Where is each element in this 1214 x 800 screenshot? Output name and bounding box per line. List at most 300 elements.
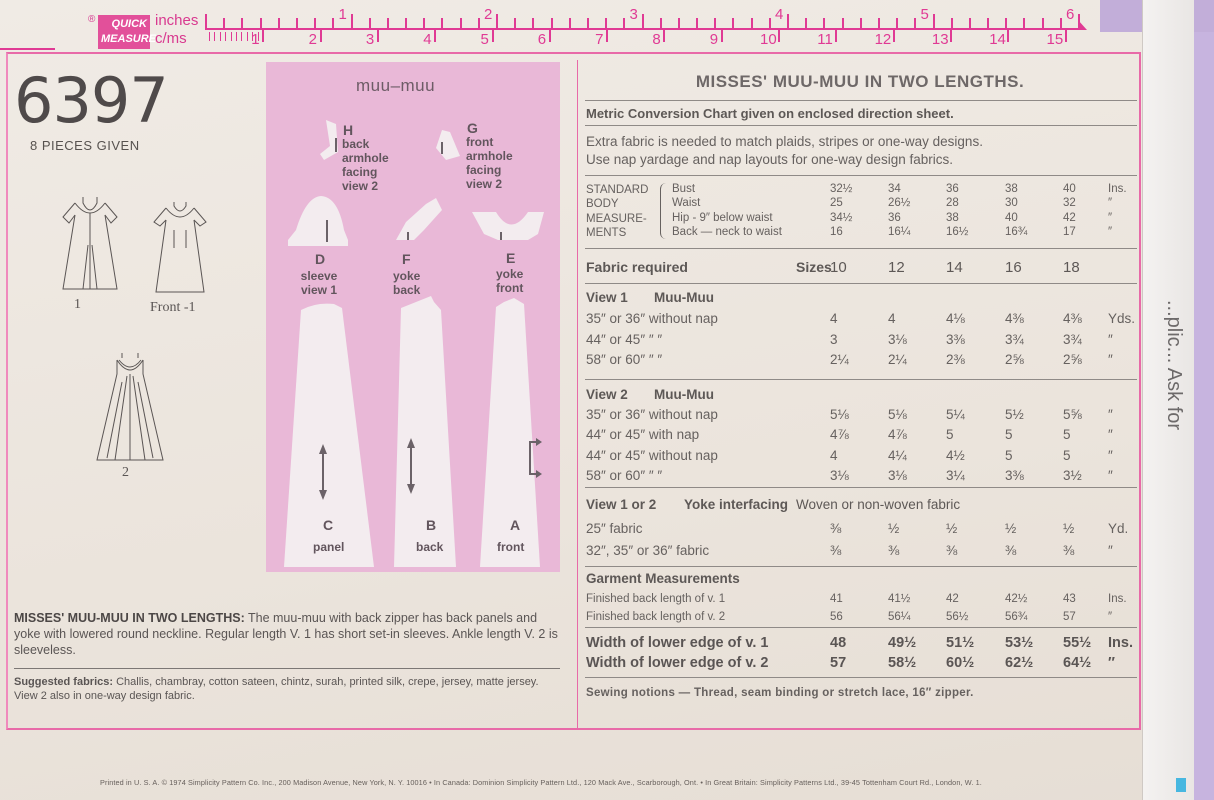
piece-D-label xyxy=(297,269,341,297)
inch-tick xyxy=(351,14,353,28)
inch-tick xyxy=(569,18,571,28)
quick-measure-badge xyxy=(98,15,157,49)
piece-G-label xyxy=(466,135,513,191)
extra-fabric-line-2: Use nap yardage and nap layouts for one-way design fabrics. xyxy=(586,152,953,167)
size-value: 16¾ xyxy=(1005,225,1028,238)
inch-label: 4 xyxy=(775,6,784,23)
piece-E-line: front xyxy=(496,281,524,295)
row-label: Garment Measurements xyxy=(586,571,740,586)
piece-E-letter: E xyxy=(506,250,516,266)
unit-label: ″ xyxy=(1108,331,1113,347)
size-value: 48 xyxy=(830,635,847,651)
piece-G-line: armhole xyxy=(466,149,513,163)
interfacing-heading-b: Yoke interfacing xyxy=(684,497,789,512)
inch-tick xyxy=(241,18,243,28)
column-divider xyxy=(577,60,578,728)
dress-sketch-view2-icon xyxy=(95,352,165,464)
inch-tick xyxy=(532,18,534,28)
piece-A-label: front xyxy=(497,540,525,554)
size-value: 58½ xyxy=(888,655,917,671)
size-value: ½ xyxy=(946,521,958,536)
description-lead: MISSES' MUU-MUU IN TWO LENGTHS: xyxy=(14,611,245,625)
size-value: 5⅝ xyxy=(1063,407,1082,422)
size-value: 56 xyxy=(830,611,843,623)
row-label: 35″ or 36″ without nap xyxy=(586,407,718,422)
size-value: 32½ xyxy=(830,183,853,195)
row-label: 25″ fabric xyxy=(586,521,643,536)
inch-tick xyxy=(642,14,644,28)
rule xyxy=(585,677,1137,678)
piece-D-line: view 1 xyxy=(300,283,338,297)
size-value: 57 xyxy=(1063,611,1076,623)
envelope-title: MISSES' MUU-MUU IN TWO LENGTHS. xyxy=(695,72,1025,91)
mm-tick xyxy=(214,32,215,41)
size-value: 30 xyxy=(1005,197,1018,210)
cm-label: 11 xyxy=(817,31,833,48)
piece-C-label: panel xyxy=(313,540,345,554)
table-row xyxy=(586,593,1136,611)
size-value: 56½ xyxy=(946,611,969,623)
piece-E-line: yoke xyxy=(496,267,524,281)
inch-tick xyxy=(714,18,716,28)
interfacing-heading-c: Woven or non-woven fabric xyxy=(796,497,961,512)
inch-tick xyxy=(478,18,480,28)
registered-mark: ® xyxy=(88,14,96,25)
cm-label: 5 xyxy=(480,31,489,48)
piece-G-line: front xyxy=(466,135,494,149)
badge-line-1: QUICK xyxy=(111,18,147,30)
row-label: View 1 or 2 xyxy=(586,497,657,512)
size-value: ⅜ xyxy=(1005,542,1017,558)
size-value: 4⅜ xyxy=(1005,311,1024,326)
inch-tick xyxy=(1060,18,1062,28)
inch-tick xyxy=(441,18,443,28)
inch-tick xyxy=(987,18,989,28)
table-row xyxy=(586,448,1136,466)
mm-tick xyxy=(225,32,226,41)
size-value: 26½ xyxy=(888,197,911,210)
row-label: 58″ or 60″ ″ ″ xyxy=(586,352,663,367)
cm-label: 2 xyxy=(308,31,317,48)
mm-tick xyxy=(209,32,210,41)
row-label: Width of lower edge of v. 2 xyxy=(586,655,769,671)
pattern-description xyxy=(14,610,560,658)
std-label-line: MEASURE- xyxy=(586,212,647,225)
cm-tick xyxy=(606,30,608,42)
size-value: 12 xyxy=(888,259,905,276)
view1-heading-b: Muu-Muu xyxy=(654,290,714,305)
table-row xyxy=(586,468,1136,486)
row-label: Waist xyxy=(672,197,701,210)
size-value: 4 xyxy=(830,447,838,463)
table-row xyxy=(586,387,1136,405)
piece-G-line: facing xyxy=(466,163,502,177)
rule xyxy=(585,125,1137,126)
inch-tick xyxy=(842,18,844,28)
cm-label: 14 xyxy=(989,31,1006,48)
size-value: 42½ xyxy=(1005,593,1028,605)
flap-text: ...plic... Ask for xyxy=(1163,300,1185,431)
size-value: 3½ xyxy=(1063,467,1082,483)
unit-label: Ins. xyxy=(1108,635,1133,651)
cm-label: 3 xyxy=(365,31,375,48)
size-value: 5 xyxy=(946,427,954,443)
inch-tick xyxy=(805,18,807,28)
size-value: 4⅛ xyxy=(946,311,965,326)
cm-label: 8 xyxy=(652,31,661,48)
table-row xyxy=(586,635,1136,653)
size-value: 62½ xyxy=(1005,655,1034,671)
inch-tick xyxy=(551,18,553,28)
piece-F-line: yoke xyxy=(393,269,421,283)
inch-tick xyxy=(623,18,625,28)
rule xyxy=(585,248,1137,249)
std-label-line: BODY xyxy=(586,198,619,211)
piece-F-label xyxy=(393,269,420,297)
size-value: 42 xyxy=(946,593,959,605)
piece-E-label xyxy=(496,267,523,295)
piece-H-label xyxy=(342,137,389,193)
rule xyxy=(585,627,1137,628)
size-value: 18 xyxy=(1063,259,1080,276)
size-value: ½ xyxy=(1063,521,1075,536)
pieces-given: 8 PIECES GIVEN xyxy=(30,138,140,153)
extra-fabric-note xyxy=(586,133,983,169)
unit-label: ″ xyxy=(1108,542,1113,558)
size-value: 5⅛ xyxy=(888,407,907,422)
description-body: The muu-muu with back zipper has back panels and yoke with lowered round neckline. Regular length V. 1 has short set-in sleeves. Ankle length V. 2 is sleeveless. xyxy=(14,611,558,657)
size-value: 25 xyxy=(830,197,843,210)
cm-tick xyxy=(320,30,322,42)
piece-H-line: armhole xyxy=(342,151,389,165)
row-label: Width of lower edge of v. 1 xyxy=(586,635,769,651)
piece-C-letter: C xyxy=(323,517,334,533)
size-value: ⅜ xyxy=(830,542,842,558)
inch-tick xyxy=(296,18,298,28)
unit-label: Yd. xyxy=(1108,521,1129,536)
size-value: 16 xyxy=(1005,259,1022,276)
blue-mark xyxy=(1176,778,1186,792)
size-value: 5 xyxy=(1063,427,1071,443)
footer-imprint: Printed in U. S. A. © 1974 Simplicity Pattern Co. Inc., 200 Madison Avenue, New York, N. Y. 10016 • In Canada: Dominion Simplicity Pattern Ltd., 120 Mack Ave., Scarborough, Ont. • In Great Britain: Simplicity Patterns Ltd., 39-45 Tottenham Court Rd., London, W. 1. xyxy=(100,778,982,787)
sizes-label: Sizes xyxy=(796,259,832,275)
size-value: 56¼ xyxy=(888,611,911,623)
unit-label: ″ xyxy=(1108,427,1113,443)
cm-tick xyxy=(721,30,723,42)
std-label-line: STANDARD xyxy=(586,184,649,196)
size-value: 38 xyxy=(1005,183,1018,195)
size-value: 56¾ xyxy=(1005,611,1028,623)
inch-tick xyxy=(314,18,316,28)
size-value: 32 xyxy=(1063,197,1076,210)
inch-label: 6 xyxy=(1066,6,1075,23)
extra-fabric-line-1: Extra fabric is needed to match plaids, stripes or one-way designs. xyxy=(586,134,983,149)
piece-D-line: sleeve xyxy=(300,269,338,283)
cm-label: 1 xyxy=(251,31,260,48)
table-row xyxy=(586,497,1136,515)
unit-label: Ins. xyxy=(1108,183,1127,195)
badge-line-2: MEASURE xyxy=(101,33,157,45)
cm-label: 12 xyxy=(874,31,892,48)
size-value: 10 xyxy=(830,259,847,276)
unit-label: ″ xyxy=(1108,211,1113,224)
cm-tick xyxy=(549,30,551,42)
inch-tick xyxy=(696,18,698,28)
unit-label: ″ xyxy=(1108,655,1115,671)
size-value: 38 xyxy=(946,211,959,224)
rule xyxy=(585,566,1137,567)
mm-tick xyxy=(241,32,242,41)
size-value: 16¼ xyxy=(888,225,911,238)
inch-label: 3 xyxy=(629,6,638,23)
cm-tick xyxy=(835,30,837,42)
table-row xyxy=(586,332,1136,350)
size-value: 3¾ xyxy=(1063,331,1082,347)
ruler-baseline xyxy=(205,28,1080,30)
size-value: 5¼ xyxy=(946,407,965,422)
size-value: ⅜ xyxy=(888,542,900,558)
piece-G-letter: G xyxy=(467,120,478,136)
inch-tick xyxy=(1005,18,1007,28)
piece-B-label: back xyxy=(416,540,444,554)
inch-tick xyxy=(1042,18,1044,28)
unit-cms: c/ms xyxy=(155,30,187,47)
row-label: Back — neck to waist xyxy=(672,225,782,238)
inch-tick xyxy=(278,18,280,28)
row-label: 44″ or 45″ without nap xyxy=(586,447,718,463)
row-label: 35″ or 36″ without nap xyxy=(586,311,718,326)
row-label: Fabric required xyxy=(586,259,688,275)
table-row xyxy=(586,571,1136,589)
row-label: View 2 xyxy=(586,387,628,402)
size-value: 3⅜ xyxy=(946,331,965,347)
inch-tick xyxy=(787,14,789,28)
piece-H-line: view 2 xyxy=(342,179,379,193)
piece-A-letter: A xyxy=(510,517,521,533)
table-row xyxy=(586,655,1136,673)
cm-tick xyxy=(1007,30,1009,42)
size-value: ⅜ xyxy=(830,521,842,536)
table-row xyxy=(586,259,1136,277)
inch-tick xyxy=(732,18,734,28)
dress-sketch-view1-icon xyxy=(55,195,125,295)
size-value: ⅜ xyxy=(946,542,958,558)
inch-tick xyxy=(460,18,462,28)
size-value: 17 xyxy=(1063,225,1076,238)
pattern-number: 6397 xyxy=(14,64,168,137)
size-value: ½ xyxy=(888,521,900,536)
piece-B-letter: B xyxy=(426,517,437,533)
unit-label: Yds. xyxy=(1108,311,1136,326)
table-row xyxy=(586,352,1136,370)
piece-G-line: view 2 xyxy=(466,177,503,191)
inch-tick xyxy=(423,18,425,28)
sewing-notions: Sewing notions — Thread, seam binding or stretch lace, 16″ zipper. xyxy=(586,687,974,699)
unit-label: ″ xyxy=(1108,407,1113,422)
view1-label: 1 xyxy=(74,297,81,312)
inch-label: 2 xyxy=(484,6,493,23)
size-value: 2⅝ xyxy=(1063,352,1082,367)
cm-tick xyxy=(663,30,665,42)
rule xyxy=(585,100,1137,101)
row-label: Hip - 9″ below waist xyxy=(672,211,773,224)
ruler-units xyxy=(155,12,198,48)
inch-tick xyxy=(605,18,607,28)
rule xyxy=(585,379,1137,380)
size-value: 4⅞ xyxy=(888,427,907,443)
size-value: ⅜ xyxy=(1063,542,1075,558)
cm-tick xyxy=(1065,30,1067,42)
table-row xyxy=(586,226,1136,244)
front-label: Front -1 xyxy=(150,300,196,315)
size-value: 64½ xyxy=(1063,655,1092,671)
size-value: 28 xyxy=(946,197,959,210)
view2-label: 2 xyxy=(122,465,129,480)
pattern-pieces-diagram-icon xyxy=(266,62,560,572)
row-label: 58″ or 60″ ″ ″ xyxy=(586,467,663,483)
pink-rule xyxy=(0,48,55,50)
inch-tick xyxy=(878,18,880,28)
size-value: 41½ xyxy=(888,593,911,605)
inch-tick xyxy=(951,18,953,28)
size-value: 57 xyxy=(830,655,847,671)
mm-tick xyxy=(247,32,248,41)
mm-tick xyxy=(220,32,221,41)
size-value: 16 xyxy=(830,225,843,238)
inch-tick xyxy=(751,18,753,28)
inch-tick xyxy=(1023,18,1025,28)
size-value: 36 xyxy=(888,211,901,224)
cm-tick xyxy=(893,30,895,42)
quick-measure-ruler xyxy=(70,0,1110,52)
size-value: 5 xyxy=(1005,447,1013,463)
size-value: 3¾ xyxy=(1005,331,1024,347)
size-value: 4⅞ xyxy=(830,427,849,443)
size-value: 14 xyxy=(946,259,963,276)
suggested-lead: Suggested fabrics: xyxy=(14,676,114,688)
inch-label: 5 xyxy=(920,6,929,23)
inch-label: 1 xyxy=(338,6,347,23)
piece-H-line: facing xyxy=(342,165,378,179)
cm-tick xyxy=(262,30,264,42)
cm-label: 6 xyxy=(537,31,547,48)
size-value: 42 xyxy=(1063,211,1076,224)
size-value: 4 xyxy=(888,311,896,326)
cm-label: 13 xyxy=(931,31,949,48)
metric-note: Metric Conversion Chart given on enclosed direction sheet. xyxy=(586,106,954,121)
size-value: 3⅛ xyxy=(830,467,849,483)
size-value: 49½ xyxy=(888,635,917,651)
size-value: 2⅝ xyxy=(1005,352,1024,367)
unit-label: ″ xyxy=(1108,611,1113,623)
inch-tick xyxy=(914,18,916,28)
inch-tick xyxy=(933,14,935,28)
size-value: ½ xyxy=(1005,521,1017,536)
size-value: 40 xyxy=(1063,183,1076,195)
table-row xyxy=(586,290,1136,308)
size-value: 53½ xyxy=(1005,635,1034,651)
size-value: 5 xyxy=(1005,427,1013,443)
mm-tick xyxy=(231,32,232,41)
inch-tick xyxy=(860,18,862,28)
std-label-line: MENTS xyxy=(586,226,627,239)
view2-heading-b: Muu-Muu xyxy=(654,387,714,402)
inch-tick xyxy=(1078,14,1080,28)
suggested-body: Challis, chambray, cotton sateen, chintz, surah, printed silk, crepe, jersey, matte jersey. View 2 also in one-way design fabric. xyxy=(14,676,539,702)
size-value: 41 xyxy=(830,593,843,605)
inch-tick xyxy=(660,18,662,28)
inch-tick xyxy=(223,18,225,28)
piece-H-letter: H xyxy=(343,122,354,138)
inch-tick xyxy=(496,14,498,28)
row-label: View 1 xyxy=(586,290,628,305)
dress-sketch-front-icon xyxy=(150,200,210,296)
inch-tick xyxy=(514,18,516,28)
unit-label: ″ xyxy=(1108,447,1113,463)
row-label: 32″, 35″ or 36″ fabric xyxy=(586,542,710,558)
table-row xyxy=(586,543,1136,561)
unit-label: Ins. xyxy=(1108,593,1127,605)
cm-label: 15 xyxy=(1046,31,1064,48)
size-value: 16½ xyxy=(946,225,969,238)
suggested-fabrics xyxy=(14,675,560,703)
size-value: 36 xyxy=(946,183,959,195)
table-row xyxy=(586,427,1136,445)
size-value: 5 xyxy=(1063,447,1071,463)
mm-tick xyxy=(236,32,237,41)
unit-label: ″ xyxy=(1108,467,1113,483)
inch-tick xyxy=(587,18,589,28)
cm-label: 7 xyxy=(595,31,604,48)
cm-tick xyxy=(377,30,379,42)
inch-tick xyxy=(896,18,898,28)
inch-tick xyxy=(260,18,262,28)
row-label: 44″ or 45″ ″ ″ xyxy=(586,331,663,347)
size-value: 60½ xyxy=(946,655,975,671)
unit-label: ″ xyxy=(1108,225,1113,238)
size-value: 2¼ xyxy=(888,352,907,367)
size-value: 34½ xyxy=(830,211,853,224)
inch-tick xyxy=(405,18,407,28)
cm-tick xyxy=(950,30,952,42)
cm-tick xyxy=(434,30,436,42)
cm-tick xyxy=(778,30,780,42)
row-label: Bust xyxy=(672,183,696,195)
size-value: 40 xyxy=(1005,211,1018,224)
size-value: 51½ xyxy=(946,635,975,651)
size-value: 3⅛ xyxy=(888,467,907,483)
size-value: 3 xyxy=(830,331,838,347)
unit-label: ″ xyxy=(1108,352,1113,367)
size-value: 4½ xyxy=(946,447,965,463)
row-label: 44″ or 45″ with nap xyxy=(586,427,700,443)
size-value: 5⅛ xyxy=(830,407,849,422)
table-row xyxy=(586,521,1136,539)
inch-tick xyxy=(205,14,207,28)
row-label: Finished back length of v. 1 xyxy=(586,593,726,605)
size-value: 2⅜ xyxy=(946,352,965,367)
size-value: 4¼ xyxy=(888,447,907,463)
rule xyxy=(585,175,1137,176)
size-value: 43 xyxy=(1063,593,1076,605)
size-value: 34 xyxy=(888,183,901,195)
cm-tick xyxy=(492,30,494,42)
piece-F-letter: F xyxy=(402,251,411,267)
piece-H-line: back xyxy=(342,137,370,151)
size-value: 5½ xyxy=(1005,407,1024,422)
size-value: 4⅜ xyxy=(1063,311,1082,326)
unit-inches: inches xyxy=(155,12,199,29)
